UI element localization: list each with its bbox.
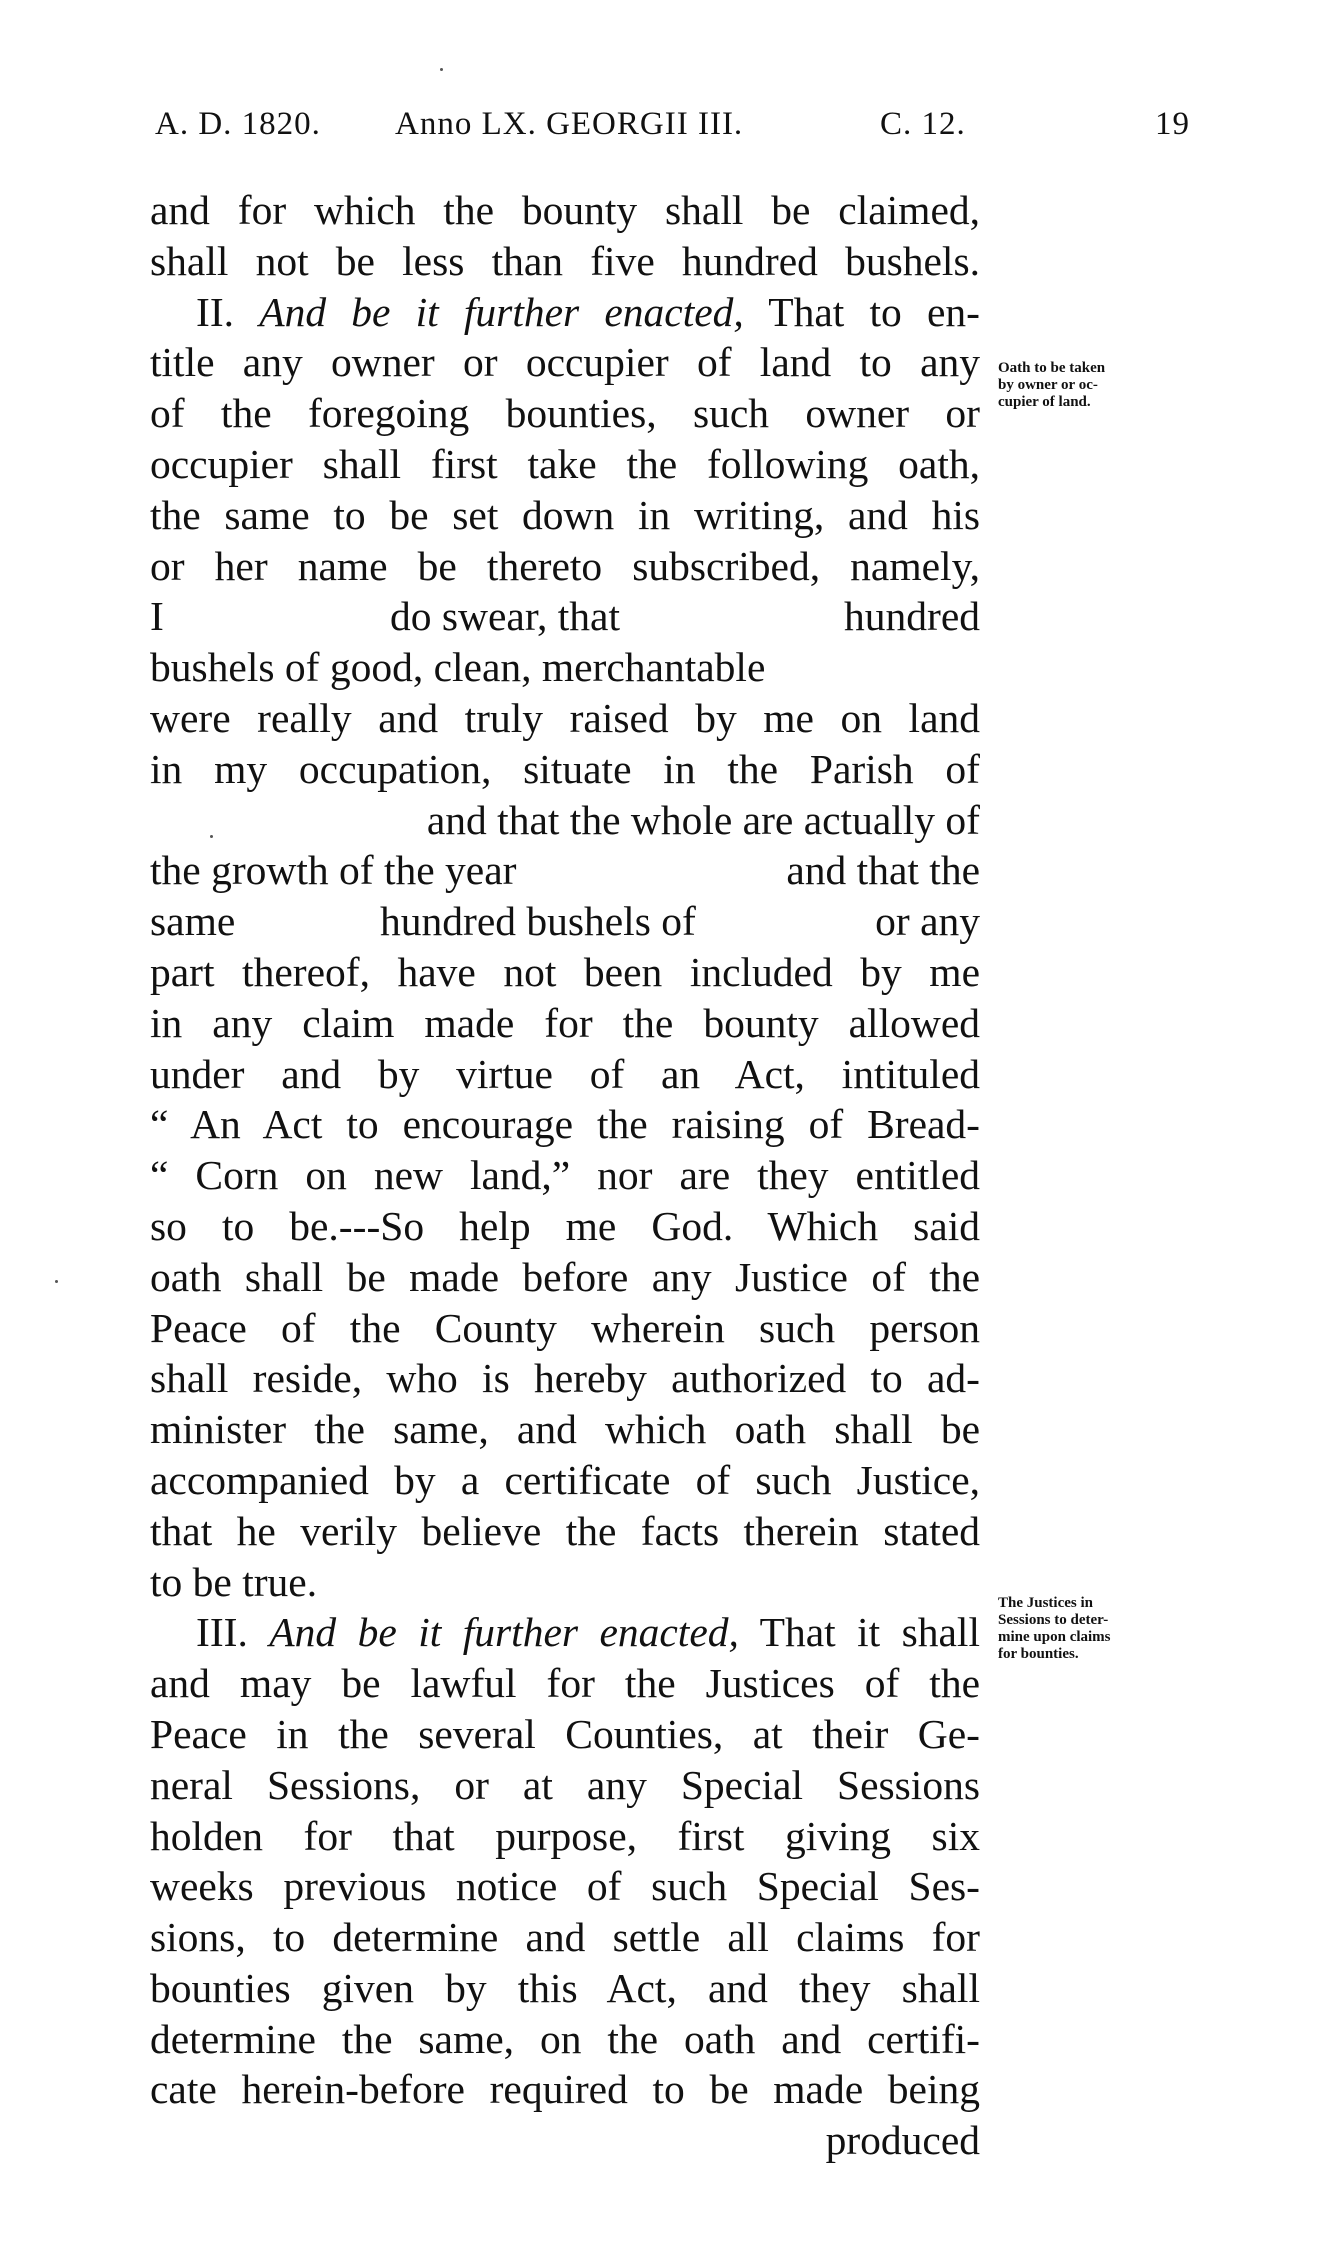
- scan-speck: [440, 68, 443, 71]
- text-segment: same: [150, 898, 236, 945]
- section-number: II.: [196, 288, 235, 335]
- text-line: bushels of good, clean, merchantable: [150, 644, 766, 691]
- running-head-chapter: C. 12.: [880, 106, 966, 142]
- text-segment: hundred: [844, 593, 980, 640]
- text-segment: and that the: [786, 847, 980, 894]
- margin-note-line: mine upon claims: [998, 1629, 1111, 1645]
- body-text: [150, 185, 980, 2166]
- text-line: were really and truly raised by me on land: [150, 694, 980, 741]
- text-line: Peace in the several Counties, at their Ge-: [150, 1710, 980, 1757]
- text-segment: That to en-: [768, 288, 980, 335]
- scan-speck: [210, 835, 213, 838]
- text-line: neral Sessions, or at any Special Sessions: [150, 1761, 980, 1808]
- running-head-title: Anno LX. GEORGII III.: [395, 106, 744, 142]
- text-line: shall reside, who is hereby authorized to ad-: [150, 1355, 980, 1402]
- text-line: of the foregoing bounties, such owner or: [150, 390, 980, 437]
- running-head-year: A. D. 1820.: [155, 106, 321, 142]
- text-line: weeks previous notice of such Special Ses-: [150, 1863, 980, 1910]
- text-line: minister the same, and which oath shall be: [150, 1406, 980, 1453]
- text-line: the same to be set down in writing, and his: [150, 491, 980, 538]
- margin-note-line: for bounties.: [998, 1646, 1079, 1662]
- text-line: or her name be thereto subscribed, namely,: [150, 542, 980, 589]
- oath-blank-line: [150, 591, 980, 642]
- margin-note-line: cupier of land.: [998, 394, 1091, 410]
- margin-note-line: Oath to be taken: [998, 360, 1106, 376]
- page-number: 19: [1155, 106, 1190, 142]
- text-line: shall not be less than five hundred bushels.: [150, 237, 980, 284]
- margin-note-line: The Justices in: [998, 1595, 1094, 1611]
- oath-blank-line: [150, 896, 980, 947]
- text-line: that he verily believe the facts therein stated: [150, 1507, 980, 1554]
- running-head: [155, 106, 1195, 156]
- text-line: cate herein-before required to be made being: [150, 2066, 980, 2113]
- text-line: occupier shall first take the following oath,: [150, 440, 980, 487]
- catchword: produced: [825, 2117, 980, 2164]
- text-segment: or any: [875, 898, 980, 945]
- section-number: III.: [196, 1609, 248, 1656]
- text-line: part thereof, have not been included by me: [150, 948, 980, 995]
- text-line: determine the same, on the oath and certifi-: [150, 2015, 980, 2062]
- text-segment: do swear, that: [390, 593, 620, 640]
- section-2-heading-line: [150, 287, 980, 338]
- enacting-clause: And be it further enacted,: [259, 288, 744, 335]
- text-line: in my occupation, situate in the Parish of: [150, 745, 980, 792]
- text-line: accompanied by a certificate of such Justice,: [150, 1456, 980, 1503]
- text-segment: That it shall: [759, 1609, 980, 1656]
- text-line: and for which the bounty shall be claimed,: [150, 187, 980, 233]
- text-line: “ An Act to encourage the raising of Bread-: [150, 1101, 980, 1148]
- text-line: under and by virtue of an Act, intituled: [150, 1050, 980, 1097]
- margin-note-line: Sessions to deter-: [998, 1612, 1109, 1628]
- text-segment: the growth of the year: [150, 847, 517, 894]
- scan-speck: [55, 1280, 58, 1283]
- text-line: sions, to determine and settle all claims for: [150, 1914, 980, 1961]
- text-line: oath shall be made before any Justice of the: [150, 1253, 980, 1300]
- margin-note-justices: [998, 1595, 1198, 1663]
- text-line: and that the whole are actually of: [426, 796, 980, 843]
- text-segment: hundred bushels of: [380, 898, 696, 945]
- text-line: to be true.: [150, 1558, 318, 1605]
- margin-note-oath: [998, 360, 1198, 411]
- enacting-clause: And be it further enacted,: [269, 1609, 739, 1656]
- text-line: bounties given by this Act, and they shall: [150, 1964, 980, 2011]
- text-line: in any claim made for the bounty allowed: [150, 999, 980, 1046]
- margin-note-line: by owner or oc-: [998, 377, 1098, 393]
- text-line: so to be.---So help me God. Which said: [150, 1202, 980, 1249]
- section-3-heading-line: [150, 1607, 980, 1658]
- text-line: Peace of the County wherein such person: [150, 1304, 980, 1351]
- text-line: “ Corn on new land,” nor are they entitled: [150, 1152, 980, 1199]
- text-line: title any owner or occupier of land to any: [150, 339, 980, 386]
- text-line: holden for that purpose, first giving six: [150, 1812, 980, 1859]
- text-segment: I: [150, 593, 164, 640]
- oath-blank-line: [150, 845, 980, 896]
- text-line: and may be lawful for the Justices of the: [150, 1660, 980, 1707]
